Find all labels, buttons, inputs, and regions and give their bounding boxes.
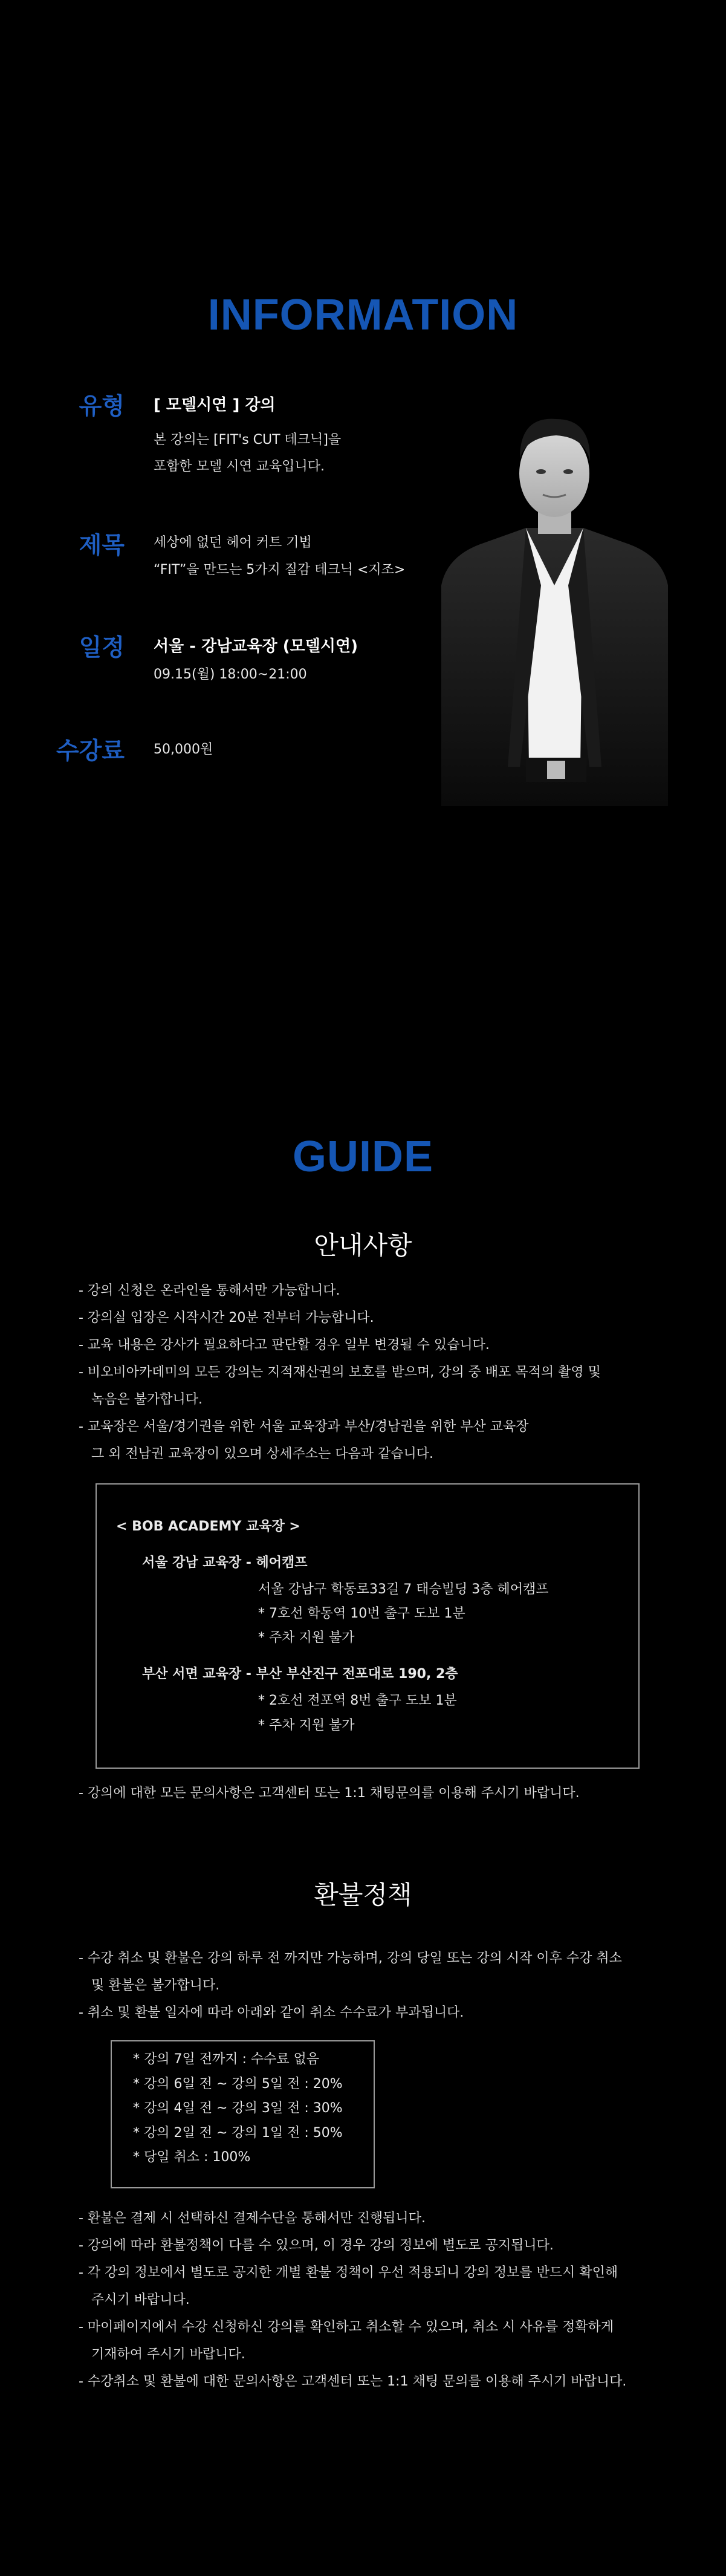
schedule-date: 09.15(월) 18:00~21:00	[154, 667, 307, 682]
seoul-campus-name: 서울 강남 교육장 - 헤어캠프	[142, 1555, 308, 1570]
type-title: [ 모델시연 ] 강의	[154, 396, 276, 414]
refund-more-list	[79, 2205, 665, 2395]
refund-more-item: - 수강취소 및 환불에 대한 문의사항은 고객센터 또는 1:1 채팅 문의를 이용해 주시기 바랍니다.	[79, 2374, 627, 2389]
refund-fee-item: * 강의 6일 전 ~ 강의 5일 전 : 20%	[133, 2076, 343, 2092]
type-desc-1: 본 강의는 [FIT's CUT 테크닉]을	[154, 432, 342, 447]
notice-item: 녹음은 불가합니다.	[91, 1392, 203, 1407]
notice-item: - 강의실 입장은 시작시간 20분 전부터 가능합니다.	[79, 1310, 374, 1325]
fee-label: 수강료	[56, 738, 125, 765]
notice-title: 안내사항	[314, 1231, 412, 1260]
refund-more-item: - 환불은 결제 시 선택하신 결제수단을 통해서만 진행됩니다.	[79, 2211, 426, 2226]
refund-list	[79, 1945, 665, 2026]
subject-label: 제목	[79, 532, 125, 559]
notice-footer: - 강의에 대한 모든 문의사항은 고객센터 또는 1:1 채팅문의를 이용해 주시기 바랍니다.	[79, 1786, 580, 1801]
refund-item: - 수강 취소 및 환불은 강의 하루 전 까지만 가능하며, 강의 당일 또는 강의 시작 이후 수강 취소	[79, 1951, 622, 1966]
notice-list	[79, 1277, 665, 1468]
notice-item: - 비오비아카데미의 모든 강의는 지적재산권의 보호를 받으며, 강의 중 배포 목적의 촬영 및	[79, 1365, 601, 1380]
instructor-portrait	[441, 404, 668, 806]
refund-item: 및 환불은 불가합니다.	[91, 1978, 220, 1993]
seoul-campus-address: 서울 강남구 학동로33길 7 태승빌딩 3층 헤어캠프	[258, 1582, 549, 1597]
fee-value: 50,000원	[154, 742, 213, 757]
refund-more-item: - 강의에 따라 환불정책이 다를 수 있으며, 이 경우 강의 정보에 별도로 공지됩니다.	[79, 2238, 554, 2253]
refund-more-item: - 각 강의 정보에서 별도로 공지한 개별 환불 정책이 우선 적용되니 강의 정보를 반드시 확인해	[79, 2265, 618, 2280]
information-title: INFORMATION	[207, 291, 519, 339]
refund-title: 환불정책	[314, 1880, 412, 1910]
notice-item: - 강의 신청은 온라인을 통해서만 가능합니다.	[79, 1283, 340, 1298]
seoul-campus-parking: * 주차 지원 불가	[258, 1630, 355, 1645]
academy-heading: < BOB ACADEMY 교육장 >	[116, 1519, 300, 1534]
refund-more-item: 기재하여 주시기 바랍니다.	[91, 2347, 245, 2362]
notice-item: - 교육장은 서울/경기권을 위한 서울 교육장과 부산/경남권을 위한 부산 교육장	[79, 1419, 529, 1434]
schedule-label: 일정	[79, 634, 125, 662]
refund-fee-item: * 강의 2일 전 ~ 강의 1일 전 : 50%	[133, 2125, 343, 2141]
refund-fee-item: * 강의 7일 전까지 : 수수료 없음	[133, 2052, 320, 2067]
guide-title: GUIDE	[292, 1133, 434, 1181]
refund-fee-item: * 강의 4일 전 ~ 강의 3일 전 : 30%	[133, 2101, 343, 2116]
notice-item: 그 외 전남권 교육장이 있으며 상세주소는 다음과 같습니다.	[91, 1446, 433, 1462]
subject-line-2: “FIT”을 만드는 5가지 질감 테크닉 <지조>	[154, 562, 406, 577]
type-desc-2: 포함한 모델 시연 교육입니다.	[154, 459, 325, 474]
refund-fee-item: * 당일 취소 : 100%	[133, 2150, 251, 2165]
type-label: 유형	[79, 393, 125, 420]
refund-more-item: 주시기 바랍니다.	[91, 2292, 190, 2308]
notice-item: - 교육 내용은 강사가 필요하다고 판단할 경우 일부 변경될 수 있습니다.	[79, 1338, 490, 1353]
refund-fee-list	[133, 2047, 343, 2170]
refund-more-item: - 마이페이지에서 수강 신청하신 강의를 확인하고 취소할 수 있으며, 취소 시 사유를 정확하게	[79, 2320, 614, 2335]
busan-campus-subway: * 2호선 전포역 8번 출구 도보 1분	[258, 1693, 457, 1708]
busan-campus-parking: * 주차 지원 불가	[258, 1718, 355, 1733]
subject-line-1: 세상에 없던 헤어 커트 기법	[154, 535, 312, 550]
seoul-campus-subway: * 7호선 학동역 10번 출구 도보 1분	[258, 1606, 465, 1621]
refund-item: - 취소 및 환불 일자에 따라 아래와 같이 취소 수수료가 부과됩니다.	[79, 2005, 464, 2020]
schedule-title: 서울 - 강남교육장 (모델시연)	[154, 637, 358, 655]
busan-campus-name: 부산 서면 교육장 - 부산 부산진구 전포대로 190, 2층	[142, 1667, 458, 1682]
